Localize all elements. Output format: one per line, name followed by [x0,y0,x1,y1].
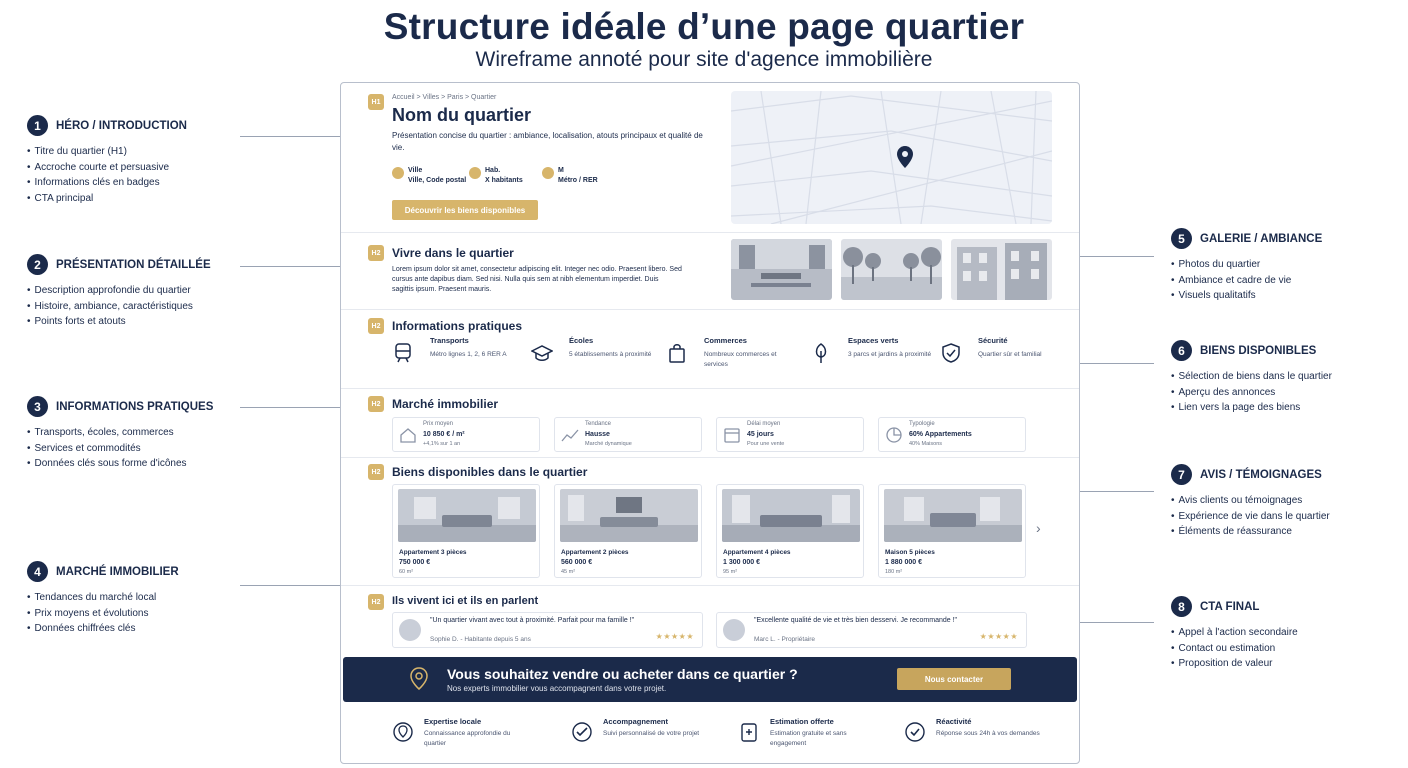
property-type: Appartement 2 pièces [561,549,629,556]
annotation-hero [27,115,267,206]
house-icon [399,426,417,444]
connector-line [1078,622,1154,623]
annotation-listings [1171,340,1408,416]
market-note: 40% Maisons [909,441,943,447]
heading-badge-h2: H2 [368,594,384,610]
connector-line [240,136,340,137]
advantage-title: Accompagnement [603,717,669,726]
property-price: 1 880 000 € [885,559,922,566]
annotation-item: • Expérience de vie dans le quartier [1171,509,1408,525]
property-card[interactable] [716,484,864,578]
review-card [716,612,1027,648]
advantage-text: Réponse sous 24h à vos demandes [936,730,1040,737]
advantage-local-expertise [392,717,542,753]
market-value: 10 850 € / m² [423,431,465,438]
heading-badge-h2: H2 [368,464,384,480]
reviews-section [341,586,1079,656]
annotation-number: 1 [27,115,48,136]
map-pin-icon [409,667,429,691]
annotation-item: • Données chiffrées clés [27,621,267,637]
annotation-item: • Points forts et atouts [27,314,267,330]
advantage-title: Estimation offerte [770,717,834,726]
info-schools [531,336,665,376]
annotation-item: • Aperçu des annonces [1171,385,1408,401]
advantage-title: Réactivité [936,717,972,726]
annotation-item: • Prix moyens et évolutions [27,606,267,622]
avatar [399,619,421,641]
annotation-item: • Visuels qualitatifs [1171,288,1408,304]
market-label: Typologie [909,421,935,427]
handshake-icon [571,721,593,743]
info-security [940,336,1074,376]
market-note: Pour une vente [747,441,785,447]
info-title: Espaces verts [848,336,899,345]
info-title: Sécurité [978,336,1008,345]
listings-title: Biens disponibles dans le quartier [392,465,588,479]
annotation-item: • Description approfondie du quartier [27,283,267,299]
annotation-item: • Tendances du marché local [27,590,267,606]
page-subtitle: Wireframe annoté pour site d'agence immobilière [475,48,933,71]
annotation-item: • Avis clients ou témoignages [1171,493,1408,509]
star-rating: ★★★★★ [655,632,694,641]
stat-line2: Ville, Code postal [408,177,467,184]
calculator-icon [738,721,760,743]
cta-banner [343,657,1077,702]
annotation-title: MARCHÉ IMMOBILIER [56,565,179,578]
connector-line [1078,363,1154,364]
info-text: Métro lignes 1, 2, 6 RER A [430,351,507,358]
people-icon [469,167,481,179]
connector-line [240,407,340,408]
annotation-number: 6 [1171,340,1192,361]
annotation-item: • Accroche courte et persuasive [27,160,267,176]
stat-line2: X habitants [485,177,523,184]
market-card-trend [554,417,702,452]
market-label: Prix moyen [423,421,454,427]
annotation-title: INFORMATIONS PRATIQUES [56,400,214,413]
annotation-practical [27,396,267,472]
property-surface: 60 m² [399,569,414,575]
neighborhood-map[interactable] [731,91,1052,224]
connector-line [240,266,340,267]
info-green-spaces [810,336,944,376]
gallery-photo[interactable] [951,239,1052,300]
property-photo [560,489,698,542]
property-type: Maison 5 pièces [885,549,935,556]
property-type: Appartement 4 pièces [723,549,791,556]
annotation-number: 3 [27,396,48,417]
info-title: Transports [430,336,469,345]
annotation-title: CTA FINAL [1200,600,1260,613]
property-price: 560 000 € [561,559,593,566]
info-title: Commerces [704,336,747,345]
info-text: 3 parcs et jardins à proximité [848,351,932,358]
market-value: Hausse [585,431,610,438]
annotation-item: • Histoire, ambiance, caractéristiques [27,299,267,315]
connector-line [240,585,340,586]
annotation-item: • Proposition de valeur [1171,656,1408,672]
market-note: +4,1% sur 1 an [423,441,461,447]
annotation-cta-final [1171,596,1408,672]
annotation-item: • Ambiance et cadre de vie [1171,273,1408,289]
info-text: Nombreux commerces et services [704,351,777,368]
info-transports [392,336,526,376]
pie-chart-icon [885,426,903,444]
contact-button[interactable]: Nous contacter [897,668,1011,690]
annotation-item: • Appel à l'action secondaire [1171,625,1408,641]
market-value: 45 jours [747,431,774,438]
cta-title: Vous souhaitez vendre ou acheter dans ce quartier ? [447,666,798,682]
annotation-number: 7 [1171,464,1192,485]
map-pin-icon [392,167,404,179]
map-pin-icon [392,721,414,743]
advantage-text: Suivi personnalisé de votre projet [603,730,700,737]
annotation-presentation [27,254,267,330]
review-quote: "Excellente qualité de vie et très bien desservi. Je recommande !" [754,617,958,624]
heading-badge-h1: H1 [368,94,384,110]
living-text: Lorem ipsum dolor sit amet, consectetur adipiscing elit. Integer nec odio. Praesent libero. Sed cursus ante dapibus diam. Sed nisi. Nulla quis sem at nibh elementum imperdiet. Duis sagittis ipsum. Praesent mauris. [392,266,682,293]
market-note: Marché dynamique [585,441,632,447]
hero-stat-population [469,166,523,186]
market-card-typology [878,417,1026,452]
cta-subtitle: Nos experts immobilier vous accompagnent dans votre projet. [447,684,667,693]
advantage-reactivity [904,717,1054,753]
property-type: Appartement 3 pièces [399,549,467,556]
market-value: 60% Appartements [909,431,972,438]
property-photo [722,489,860,542]
annotation-number: 4 [27,561,48,582]
review-quote: "Un quartier vivant avec tout à proximité. Parfait pour ma famille !" [430,617,635,624]
annotation-item: • Titre du quartier (H1) [27,144,267,160]
annotation-title: GALERIE / AMBIANCE [1200,232,1323,245]
property-card[interactable] [392,484,540,578]
property-card[interactable] [554,484,702,578]
chevron-right-icon[interactable]: › [1036,520,1041,536]
train-icon [392,342,414,364]
connector-line [1078,256,1154,257]
stat-line1: Ville [408,167,423,174]
shopping-bag-icon [666,342,688,364]
star-rating: ★★★★★ [979,632,1018,641]
annotation-item: • CTA principal [27,191,267,207]
heading-badge-h2: H2 [368,396,384,412]
trend-icon [561,426,579,444]
market-label: Tendance [585,421,612,427]
discover-listings-button[interactable]: Découvrir les biens disponibles [392,200,538,220]
map-marker-icon [897,146,913,168]
living-section [341,233,1079,310]
annotation-number: 8 [1171,596,1192,617]
property-photo [398,489,536,542]
annotation-title: PRÉSENTATION DÉTAILLÉE [56,258,211,271]
advantage-text: Connaissance approfondie du quartier [424,730,511,747]
heading-badge-h2: H2 [368,318,384,334]
hero-description: Présentation concise du quartier : ambiance, localisation, atouts principaux et qualité de vie. [392,131,703,152]
review-author: Marc L. - Propriétaire [754,636,816,643]
property-surface: 95 m² [723,569,738,575]
advantage-support [571,717,721,753]
hero-section [341,83,1079,233]
annotation-item: • Données clés sous forme d'icônes [27,456,267,472]
review-author: Sophie D. - Habitante depuis 5 ans [430,636,531,643]
info-text: 5 établissements à proximité [569,351,652,358]
annotation-item: • Services et commodités [27,441,267,457]
market-card-price [392,417,540,452]
property-price: 1 300 000 € [723,559,760,566]
listings-section [341,458,1079,586]
annotation-title: BIENS DISPONIBLES [1200,344,1317,357]
market-card-delay [716,417,864,452]
annotation-gallery [1171,228,1408,304]
annotation-item: • Informations clés en badges [27,175,267,191]
stat-line2: Métro / RER [558,177,598,184]
advantage-text: Estimation gratuite et sans engagement [770,730,847,747]
page-title: Structure idéale d’une page quartier [383,6,1025,47]
avatar [723,619,745,641]
connector-line [1078,491,1154,492]
neighborhood-title: Nom du quartier [392,105,532,125]
market-section [341,389,1079,458]
hero-stat-city [392,166,466,186]
annotation-number: 5 [1171,228,1192,249]
annotation-reviews [1171,464,1408,540]
property-card[interactable] [878,484,1026,578]
property-surface: 180 m² [885,569,903,575]
annotation-item: • Éléments de réassurance [1171,524,1408,540]
annotation-title: AVIS / TÉMOIGNAGES [1200,468,1322,481]
info-title: Écoles [569,336,594,345]
living-title: Vivre dans le quartier [392,246,514,260]
practical-info-section [341,310,1079,389]
info-text: Quartier sûr et familial [978,351,1042,358]
annotation-item: • Transports, écoles, commerces [27,425,267,441]
gallery-photo[interactable] [731,239,832,300]
market-title: Marché immobilier [392,397,499,411]
tree-icon [810,342,832,364]
annotation-item: • Sélection de biens dans le quartier [1171,369,1408,385]
gallery-photo[interactable] [841,239,942,300]
heading-badge-h2: H2 [368,245,384,261]
wireframe-page [340,82,1080,764]
property-photo [884,489,1022,542]
breadcrumb[interactable]: Accueil > Villes > Paris > Quartier [392,94,497,101]
stat-line1: M [558,167,564,174]
hero-stat-transit [542,166,598,186]
graduation-cap-icon [531,342,553,364]
market-label: Délai moyen [747,421,781,427]
review-card [392,612,703,648]
metro-icon [542,167,554,179]
annotation-title: HÉRO / INTRODUCTION [56,119,187,132]
shield-icon [940,342,962,364]
calendar-icon [723,426,741,444]
advantage-estimation [738,717,888,753]
property-surface: 45 m² [561,569,576,575]
info-shops [666,336,800,376]
reviews-title: Ils vivent ici et ils en parlent [392,595,539,607]
annotation-item: • Contact ou estimation [1171,641,1408,657]
property-price: 750 000 € [399,559,431,566]
annotation-market [27,561,267,637]
stat-line1: Hab. [485,167,501,174]
practical-info-title: Informations pratiques [392,319,523,333]
annotation-item: • Photos du quartier [1171,257,1408,273]
advantage-title: Expertise locale [424,717,482,726]
annotation-item: • Lien vers la page des biens [1171,400,1408,416]
annotation-number: 2 [27,254,48,275]
check-circle-icon [904,721,926,743]
